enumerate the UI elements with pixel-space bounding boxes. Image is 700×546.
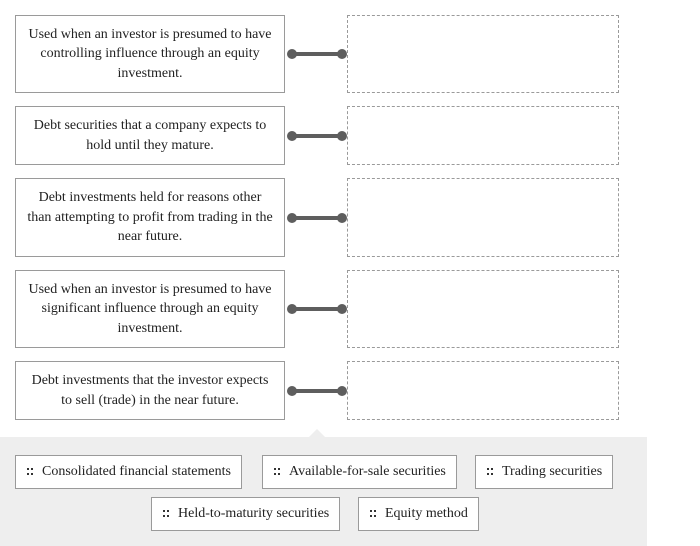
drop-zone-3[interactable] xyxy=(347,178,619,257)
drag-handle-icon xyxy=(163,510,170,518)
choice-label: Trading securities xyxy=(502,464,603,479)
tray-pointer xyxy=(309,429,325,437)
drop-zone-1[interactable] xyxy=(347,15,619,93)
choice-label: Held-to-maturity securities xyxy=(178,506,330,521)
prompt-row-5 xyxy=(15,361,285,420)
connector-icon xyxy=(287,48,347,60)
prompt-text: Debt investments held for reasons other than attempting to profit from trading in the near future. xyxy=(27,190,273,245)
choice-label: Consolidated financial statements xyxy=(42,464,231,479)
drag-handle-icon xyxy=(487,468,494,476)
choice-consolidated-financial-statements[interactable] xyxy=(15,455,242,489)
prompt-row-1 xyxy=(15,15,285,93)
prompt-text: Used when an investor is presumed to have controlling influence through an equity investment. xyxy=(28,26,272,81)
choice-held-to-maturity-securities[interactable] xyxy=(151,497,340,531)
drag-handle-icon xyxy=(27,468,34,476)
choice-equity-method[interactable] xyxy=(358,497,479,531)
prompt-row-2 xyxy=(15,106,285,165)
drop-zone-4[interactable] xyxy=(347,270,619,348)
choice-trading-securities[interactable] xyxy=(475,455,613,489)
choice-label: Available-for-sale securities xyxy=(289,464,446,479)
connector-icon xyxy=(287,130,347,142)
connector-icon xyxy=(287,385,347,397)
prompt-row-4 xyxy=(15,270,285,348)
drag-handle-icon xyxy=(370,510,377,518)
choice-label: Equity method xyxy=(385,506,468,521)
prompt-text: Debt investments that the investor expects to sell (trade) in the near future. xyxy=(31,373,269,408)
prompt-row-3 xyxy=(15,178,285,257)
connector-icon xyxy=(287,303,347,315)
connector-icon xyxy=(287,212,347,224)
prompt-text: Used when an investor is presumed to have significant influence through an equity investment. xyxy=(28,281,272,336)
drag-handle-icon xyxy=(274,468,281,476)
drop-zone-2[interactable] xyxy=(347,106,619,165)
prompt-text: Debt securities that a company expects to hold until they mature. xyxy=(33,118,267,153)
choice-available-for-sale-securities[interactable] xyxy=(262,455,457,489)
drop-zone-5[interactable] xyxy=(347,361,619,420)
